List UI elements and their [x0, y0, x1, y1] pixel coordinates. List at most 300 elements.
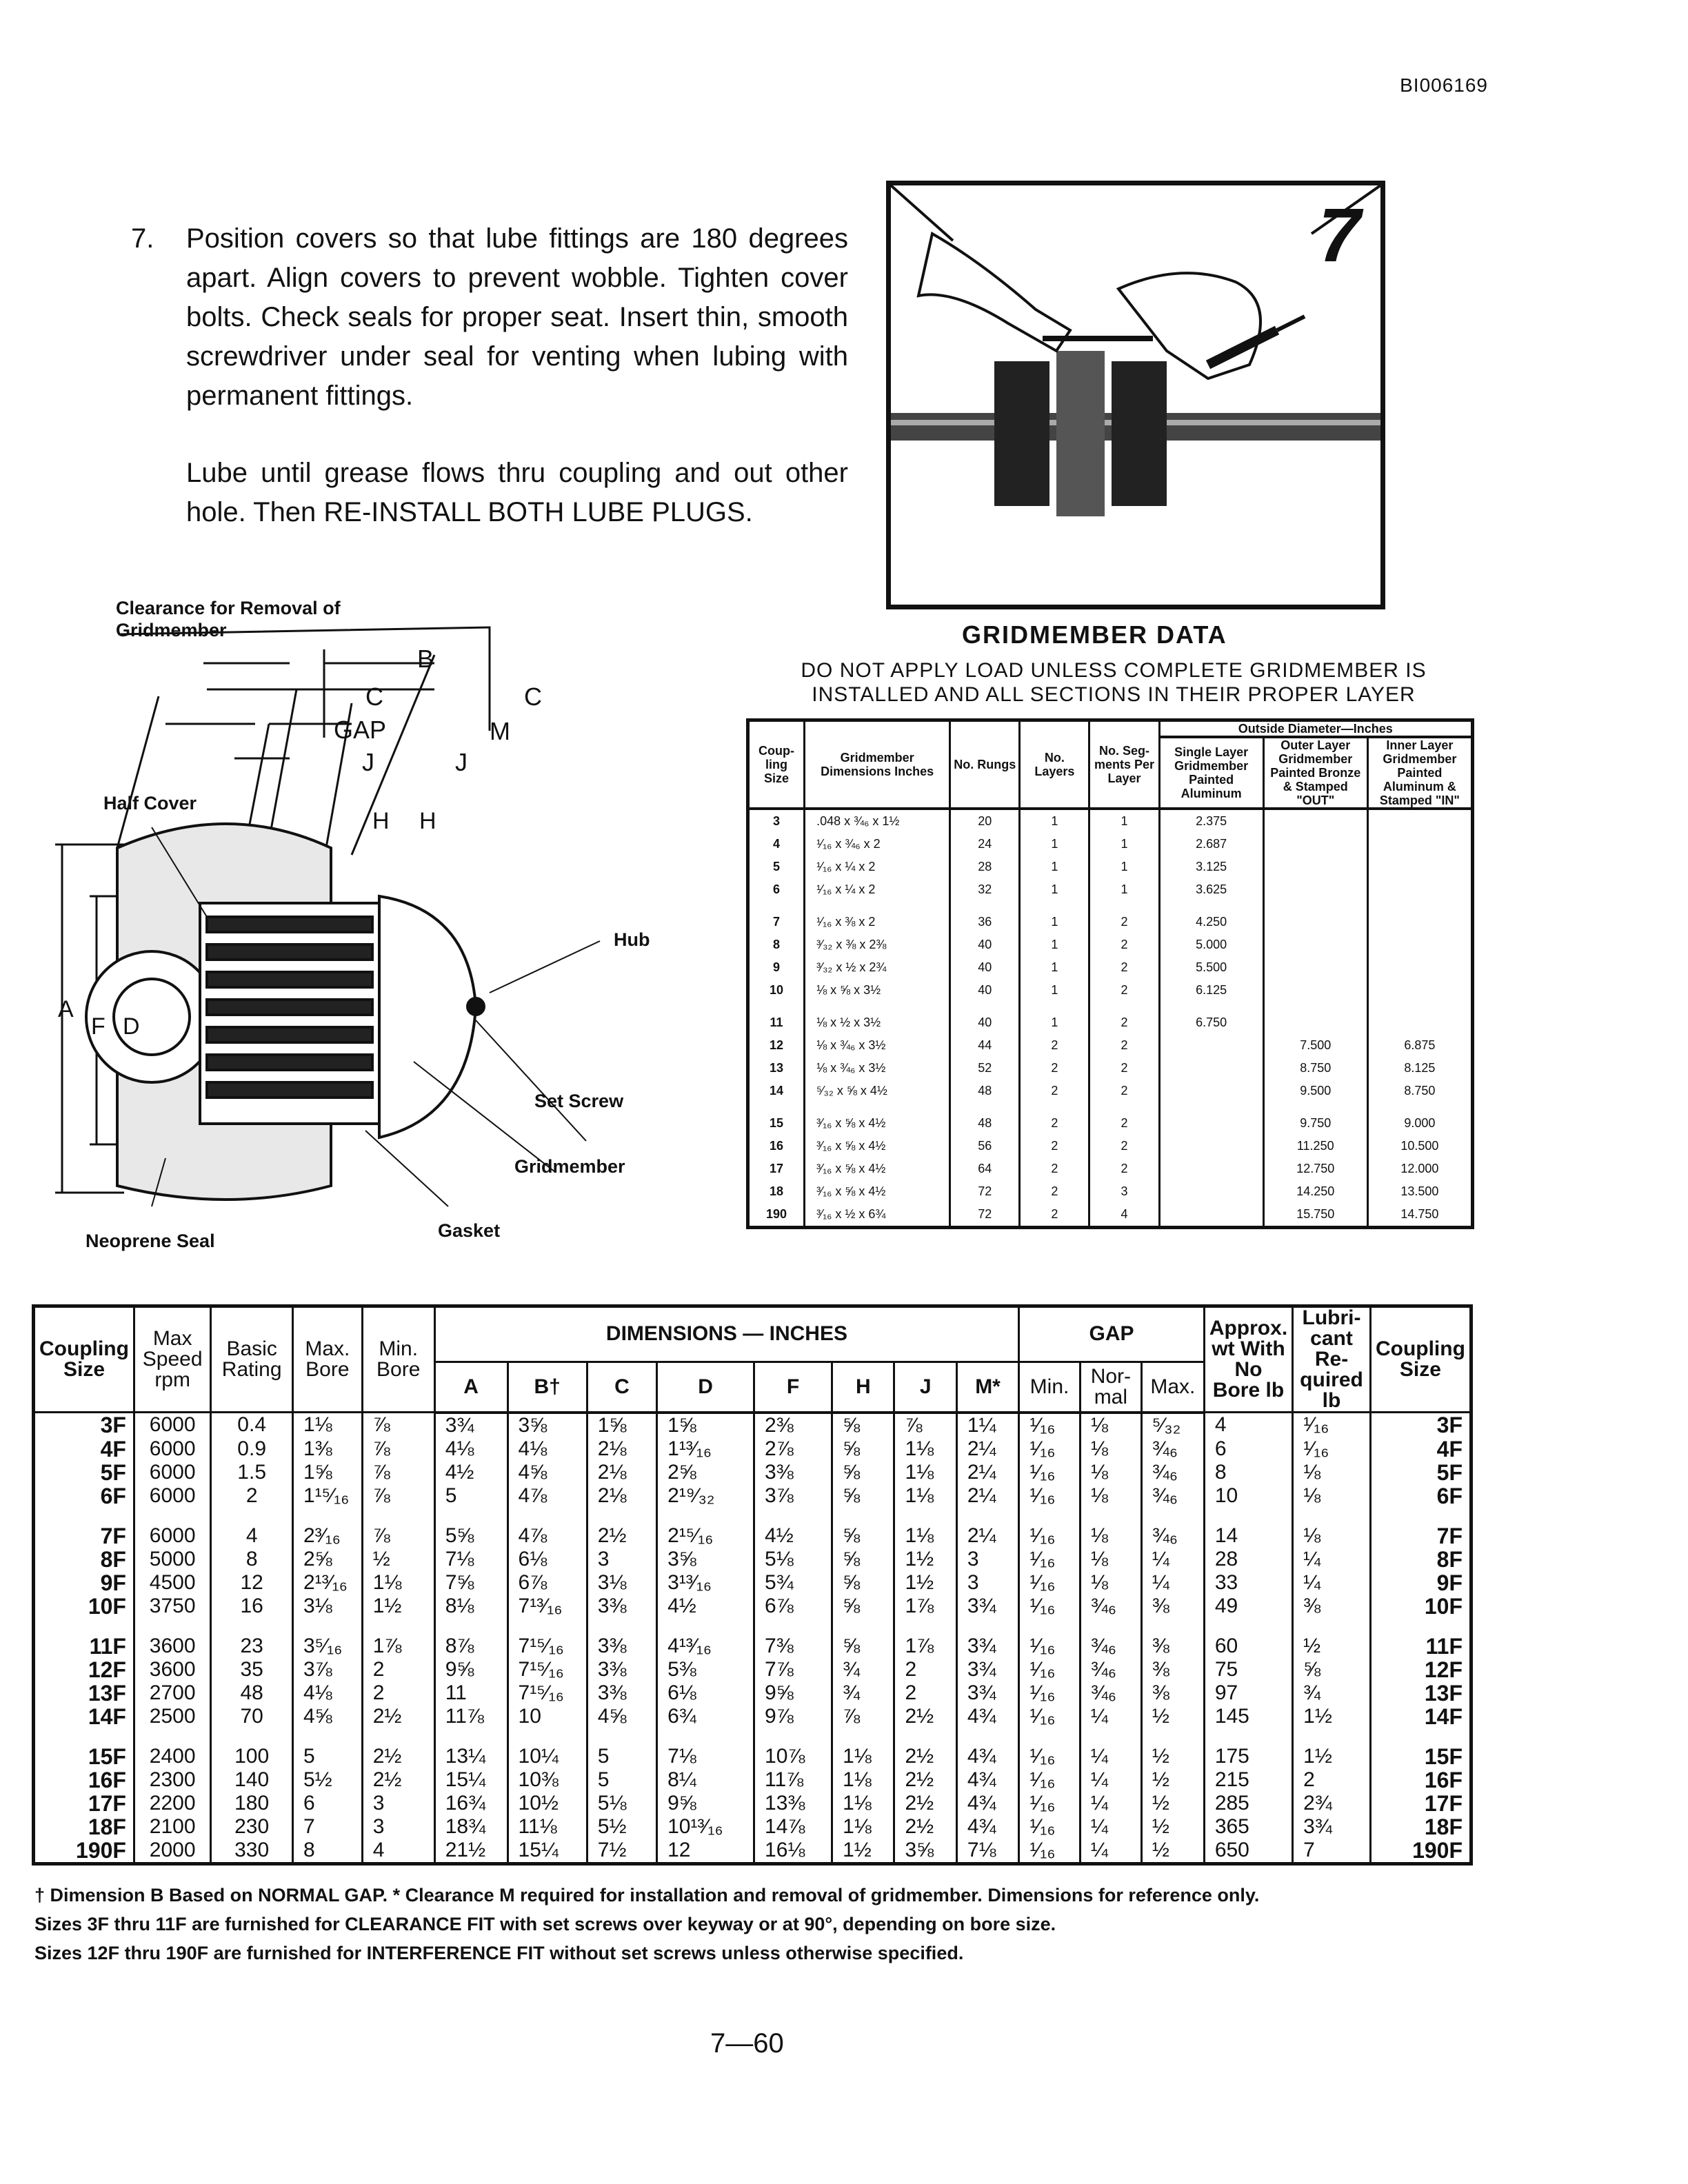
table-cell: 15.750	[1263, 1203, 1367, 1228]
col-basic-rating: Basic Rating	[211, 1306, 293, 1413]
dim-label-j-left: J	[362, 748, 374, 776]
table-row	[34, 1595, 1471, 1618]
table-cell: ⅞	[832, 1705, 894, 1728]
table-row	[34, 1815, 1471, 1839]
table-row	[748, 809, 1473, 833]
table-cell: 12	[657, 1839, 754, 1864]
table-cell: 6000	[134, 1484, 210, 1508]
table-cell: 3⅞	[754, 1484, 832, 1508]
table-row	[34, 1461, 1471, 1484]
table-row	[748, 1034, 1473, 1057]
table-cell: 60	[1204, 1618, 1292, 1658]
table-cell: 2200	[134, 1792, 210, 1815]
table-cell: ¹⁄₁₆	[1019, 1595, 1081, 1618]
table-cell: 4⅝	[587, 1705, 656, 1728]
table-cell: 4½	[657, 1595, 754, 1618]
table-cell: 2.375	[1159, 809, 1263, 833]
table-cell: 1⅛	[292, 1413, 362, 1437]
table-cell: 10	[508, 1705, 587, 1728]
table-cell: ¼	[1080, 1839, 1141, 1864]
table-cell: 7⅜	[754, 1618, 832, 1658]
col-lubricant: Lubri-cant Re-quired lb	[1293, 1306, 1371, 1413]
table-row	[748, 1080, 1473, 1102]
table-cell: 3	[362, 1792, 434, 1815]
table-cell: ³⁄₃₂ x ½ x 2¾	[805, 956, 950, 979]
table-cell: 5	[748, 856, 805, 878]
table-cell: ¼	[1141, 1548, 1204, 1571]
table-cell: 1½	[1293, 1728, 1371, 1768]
table-cell: 650	[1204, 1839, 1292, 1864]
table-cell: 2	[362, 1681, 434, 1705]
step-text: Position covers so that lube fittings are 180 degrees apart. Align covers to prevent wobble. Tighten cover bolts. Check seals for proper seat. Insert thin, smooth screwdriver under seal for venting when lubing with permanent fittings.	[186, 223, 848, 411]
table-cell: 64	[950, 1157, 1020, 1180]
table-cell: 3⅞	[292, 1658, 362, 1681]
table-cell: 4¾	[956, 1705, 1018, 1728]
table-cell: 1⅛	[894, 1508, 956, 1548]
table-cell: 2¾	[1293, 1792, 1371, 1815]
table-cell: 1	[1020, 901, 1089, 933]
table-row	[34, 1839, 1471, 1864]
table-cell: 13¼	[434, 1728, 508, 1768]
table-cell: ¾₆	[1141, 1437, 1204, 1461]
table-cell: 1⅝	[292, 1461, 362, 1484]
table-cell: 16	[211, 1595, 293, 1618]
table-cell: ⅛	[1080, 1484, 1141, 1508]
neoprene-seal-label: Neoprene Seal	[86, 1231, 215, 1251]
table-cell: 4500	[134, 1571, 210, 1595]
dim-label-j-right: J	[455, 748, 468, 776]
table-cell: ⅝	[832, 1571, 894, 1595]
table-cell: ¼	[1080, 1792, 1141, 1815]
col-m: M*	[956, 1362, 1018, 1413]
table-cell: 10F	[34, 1595, 134, 1618]
table-cell: ¹⁄₁₆	[1019, 1461, 1081, 1484]
table-cell: ¹⁄₁₆	[1019, 1618, 1081, 1658]
table-row	[748, 1057, 1473, 1080]
table-cell	[1367, 901, 1472, 933]
table-cell: 1¼	[956, 1413, 1018, 1437]
table-cell: 1½	[832, 1839, 894, 1864]
table-row	[34, 1792, 1471, 1815]
table-cell: 2½	[894, 1705, 956, 1728]
table-cell: 8⅞	[434, 1618, 508, 1658]
table-cell: ½	[1141, 1839, 1204, 1864]
table-cell: ¹⁄₁₆	[1019, 1571, 1081, 1595]
table-cell: 9⅝	[434, 1658, 508, 1681]
table-row	[748, 933, 1473, 956]
step-number: 7.	[131, 223, 154, 254]
table-cell: 3⅜	[587, 1595, 656, 1618]
table-cell: 6.750	[1159, 1002, 1263, 1034]
dim-label-c-right: C	[524, 682, 542, 711]
table-cell: ⅝	[832, 1508, 894, 1548]
table-cell: 2	[894, 1658, 956, 1681]
table-cell: 4¾	[956, 1815, 1018, 1839]
table-cell: 2½	[362, 1728, 434, 1768]
table-cell: 6.125	[1159, 979, 1263, 1002]
table-cell: 2¼	[956, 1461, 1018, 1484]
table-cell: 8.750	[1367, 1080, 1472, 1102]
table-cell: ¼	[1141, 1571, 1204, 1595]
table-cell: 13F	[34, 1681, 134, 1705]
table-cell: 1	[1020, 979, 1089, 1002]
table-cell: 4.250	[1159, 901, 1263, 933]
table-cell: 4⅝	[292, 1705, 362, 1728]
table-cell: ¹⁄₁₆	[1019, 1508, 1081, 1548]
table-cell: 56	[950, 1135, 1020, 1157]
table-cell: 0.9	[211, 1437, 293, 1461]
table-row	[748, 1135, 1473, 1157]
table-cell: 4⅛	[434, 1437, 508, 1461]
table-cell: 14.250	[1263, 1180, 1367, 1203]
footnote-clearance-fit: Sizes 3F thru 11F are furnished for CLEARANCE FIT with set screws over keyway or at 90°, depending on bore size.	[34, 1914, 1056, 1934]
table-cell: 11⅞	[434, 1705, 508, 1728]
table-cell: 10F	[1370, 1595, 1471, 1618]
table-cell: ¾	[832, 1658, 894, 1681]
table-cell: 48	[950, 1102, 1020, 1135]
col-gap-max: Max.	[1141, 1362, 1204, 1413]
table-cell: 1⅛	[832, 1768, 894, 1792]
table-cell	[1263, 878, 1367, 901]
table-cell: 4⅞	[508, 1484, 587, 1508]
table-cell: ¹⁄₁₆	[1293, 1437, 1371, 1461]
table-cell: 72	[950, 1203, 1020, 1228]
table-cell: 2⅛	[587, 1461, 656, 1484]
table-cell: 40	[950, 979, 1020, 1002]
table-cell: 6F	[34, 1484, 134, 1508]
table-cell: 5⅝	[434, 1508, 508, 1548]
table-cell: ¹⁄₁₆	[1019, 1728, 1081, 1768]
table-cell: 4½	[434, 1461, 508, 1484]
table-cell: 9.500	[1263, 1080, 1367, 1102]
table-cell	[1367, 933, 1472, 956]
table-cell: 14	[1204, 1508, 1292, 1548]
table-cell: 8.125	[1367, 1057, 1472, 1080]
table-cell: 2¹⁵⁄₁₆	[657, 1508, 754, 1548]
table-cell: ⁵⁄₃₂ x ⅝ x 4½	[805, 1080, 950, 1102]
table-cell: 145	[1204, 1705, 1292, 1728]
table-cell: 3	[362, 1815, 434, 1839]
table-cell: 11⅛	[508, 1815, 587, 1839]
table-cell	[1263, 979, 1367, 1002]
table-cell: 4½	[754, 1508, 832, 1548]
footnote-dimension-b: † Dimension B Based on NORMAL GAP. * Clearance M required for installation and removal of gridmember. Dimensions for reference only.	[34, 1885, 1260, 1905]
col-h: H	[832, 1362, 894, 1413]
table-cell: 100	[211, 1728, 293, 1768]
table-cell: 2	[1020, 1157, 1089, 1180]
dim-label-b: B	[417, 645, 434, 673]
footnote-interference-fit: Sizes 12F thru 190F are furnished for INTERFERENCE FIT without set screws unless otherwise specified.	[34, 1943, 964, 1963]
table-cell: 1	[1020, 856, 1089, 878]
table-row	[748, 1180, 1473, 1203]
table-cell	[1263, 1002, 1367, 1034]
table-cell: 48	[950, 1080, 1020, 1102]
table-cell: ⅞	[362, 1461, 434, 1484]
table-cell: 7¹⁵⁄₁₆	[508, 1618, 587, 1658]
photo-step-number: 7	[1318, 193, 1361, 278]
table-row	[34, 1728, 1471, 1768]
table-cell: ½	[362, 1548, 434, 1571]
dim-label-h-left: H	[372, 808, 390, 834]
table-cell: 8	[292, 1839, 362, 1864]
table-cell: 5.000	[1159, 933, 1263, 956]
table-cell: 13⅜	[754, 1792, 832, 1815]
table-cell: 3⁵⁄₁₆	[292, 1618, 362, 1658]
table-cell: 7¹³⁄₁₆	[508, 1595, 587, 1618]
table-cell: ½	[1141, 1792, 1204, 1815]
table-cell: ⅝	[832, 1437, 894, 1461]
document-id: BI006169	[1400, 74, 1488, 96]
table-cell: 140	[211, 1768, 293, 1792]
table-cell: 1⅛	[894, 1437, 956, 1461]
table-cell: 18¾	[434, 1815, 508, 1839]
table-cell: 3⅜	[587, 1618, 656, 1658]
gridmember-table-body	[748, 809, 1473, 1228]
table-cell: 5⅛	[754, 1548, 832, 1571]
table-row	[34, 1484, 1471, 1508]
table-cell: 12	[211, 1571, 293, 1595]
table-cell: 230	[211, 1815, 293, 1839]
col-max-speed: Max Speed rpm	[134, 1306, 210, 1413]
table-cell	[1263, 809, 1367, 833]
table-row	[748, 833, 1473, 856]
table-cell: 9F	[1370, 1571, 1471, 1595]
table-cell: 11F	[1370, 1618, 1471, 1658]
table-cell	[1159, 1135, 1263, 1157]
table-row	[34, 1413, 1471, 1437]
table-cell: 12F	[1370, 1658, 1471, 1681]
table-cell: 1¹³⁄₁₆	[657, 1437, 754, 1461]
table-cell: 2½	[362, 1768, 434, 1792]
table-row	[34, 1681, 1471, 1705]
table-cell: 36	[950, 901, 1020, 933]
table-cell: 1½	[1293, 1705, 1371, 1728]
table-cell: 7⅝	[434, 1571, 508, 1595]
table-cell: 10⅞	[754, 1728, 832, 1768]
table-cell: 1	[1020, 833, 1089, 856]
table-cell: ¼	[1293, 1571, 1371, 1595]
col-gap-normal: Nor-mal	[1080, 1362, 1141, 1413]
table-cell: 1	[1089, 833, 1159, 856]
table-cell	[1159, 1157, 1263, 1180]
dim-label-d: D	[123, 1013, 140, 1040]
table-cell: 2⅞	[754, 1437, 832, 1461]
table-cell: 3.625	[1159, 878, 1263, 901]
table-cell: 72	[950, 1180, 1020, 1203]
table-cell: 6000	[134, 1437, 210, 1461]
table-cell: 1	[1020, 809, 1089, 833]
table-cell: ⅛	[1080, 1508, 1141, 1548]
table-cell: 2½	[894, 1768, 956, 1792]
table-row	[34, 1705, 1471, 1728]
table-cell: 1½	[362, 1595, 434, 1618]
footnotes	[34, 1881, 1483, 1968]
table-cell: 7.500	[1263, 1034, 1367, 1057]
table-cell: ⅝	[832, 1484, 894, 1508]
table-cell: 3⅜	[587, 1681, 656, 1705]
table-cell: 10.500	[1367, 1135, 1472, 1157]
table-row	[748, 956, 1473, 979]
table-cell: ⅝	[1293, 1658, 1371, 1681]
table-cell	[1159, 1180, 1263, 1203]
table-cell: 44	[950, 1034, 1020, 1057]
table-cell: 2⅛	[587, 1437, 656, 1461]
table-cell: ½	[1141, 1815, 1204, 1839]
table-cell: 3⅜	[754, 1461, 832, 1484]
table-cell: 52	[950, 1057, 1020, 1080]
table-cell: 3	[748, 809, 805, 833]
table-cell: 70	[211, 1705, 293, 1728]
dim-label-a: A	[58, 996, 74, 1022]
table-cell: 8⅛	[434, 1595, 508, 1618]
table-cell: ³⁄₁₆ x ⅝ x 4½	[805, 1180, 950, 1203]
table-cell: 4⅛	[292, 1681, 362, 1705]
table-cell: 9⅞	[754, 1705, 832, 1728]
table-cell: 4	[748, 833, 805, 856]
table-cell: ⅝	[832, 1461, 894, 1484]
table-cell: 2	[1020, 1102, 1089, 1135]
table-cell: 1.5	[211, 1461, 293, 1484]
table-cell: 2¼	[956, 1508, 1018, 1548]
table-cell: 13F	[1370, 1681, 1471, 1705]
table-cell: 5.500	[1159, 956, 1263, 979]
table-cell: 3F	[1370, 1413, 1471, 1437]
table-cell: ¾₆	[1080, 1618, 1141, 1658]
table-cell: 215	[1204, 1768, 1292, 1792]
col-inner-layer: Inner Layer Gridmember Painted Aluminum & Stamped "IN"	[1367, 737, 1472, 809]
table-cell: 190	[748, 1203, 805, 1228]
table-cell: 3	[956, 1548, 1018, 1571]
table-cell: ¼	[1293, 1548, 1371, 1571]
table-cell: 5000	[134, 1548, 210, 1571]
table-cell	[1263, 833, 1367, 856]
table-cell: 5	[587, 1768, 656, 1792]
table-cell: 3750	[134, 1595, 210, 1618]
table-cell: 6F	[1370, 1484, 1471, 1508]
step-text-lube: Lube until grease flows thru coupling and out other hole. Then RE-INSTALL BOTH LUBE PLUGS.	[186, 458, 848, 527]
table-cell: ⅛	[1080, 1461, 1141, 1484]
table-row	[34, 1618, 1471, 1658]
table-cell: 2½	[894, 1815, 956, 1839]
dim-label-f: F	[91, 1013, 106, 1040]
table-cell: 2¹³⁄₁₆	[292, 1571, 362, 1595]
table-cell: ½	[1293, 1618, 1371, 1658]
table-cell	[1263, 901, 1367, 933]
table-cell: 4	[211, 1508, 293, 1548]
table-cell: 5	[434, 1484, 508, 1508]
col-single-layer: Single Layer Gridmember Painted Aluminum	[1159, 737, 1263, 809]
table-cell: 4⅝	[508, 1461, 587, 1484]
col-outer-layer: Outer Layer Gridmember Painted Bronze & Stamped "OUT"	[1263, 737, 1367, 809]
table-cell: ⅞	[362, 1508, 434, 1548]
table-cell: ⅛	[1293, 1461, 1371, 1484]
table-cell: 1⅞	[894, 1595, 956, 1618]
table-cell: 5½	[587, 1815, 656, 1839]
table-cell: 7	[292, 1815, 362, 1839]
table-cell: ¹⁄₁₆	[1019, 1839, 1081, 1864]
table-cell: ¹⁄₁₆	[1019, 1548, 1081, 1571]
table-cell: 9⅝	[657, 1792, 754, 1815]
table-cell: 3⅛	[292, 1595, 362, 1618]
table-cell: 2½	[587, 1508, 656, 1548]
table-cell: 12.000	[1367, 1157, 1472, 1180]
table-cell: 6	[292, 1792, 362, 1815]
table-cell: 2¼	[956, 1437, 1018, 1461]
table-cell: 8.750	[1263, 1057, 1367, 1080]
table-row	[748, 901, 1473, 933]
table-cell: 8	[211, 1548, 293, 1571]
col-gap-min: Min.	[1019, 1362, 1081, 1413]
table-cell: 4⅞	[508, 1508, 587, 1548]
table-cell: 3¾	[1293, 1815, 1371, 1839]
table-cell: ¹⁄₁₆	[1019, 1705, 1081, 1728]
table-cell: 175	[1204, 1728, 1292, 1768]
table-cell: 7F	[34, 1508, 134, 1548]
table-cell: 2	[1089, 1135, 1159, 1157]
table-cell: 1½	[894, 1548, 956, 1571]
table-cell: ⅜	[1141, 1681, 1204, 1705]
table-cell: 1	[1020, 878, 1089, 901]
table-cell: ⅞	[362, 1484, 434, 1508]
col-gap-group: GAP	[1019, 1306, 1205, 1362]
table-cell: 2	[1089, 1080, 1159, 1102]
table-cell	[1367, 809, 1472, 833]
table-cell: 7½	[587, 1839, 656, 1864]
table-cell: 2400	[134, 1728, 210, 1768]
table-cell: 1⅝	[587, 1413, 656, 1437]
table-cell: ⅜	[1141, 1618, 1204, 1658]
table-cell	[1263, 956, 1367, 979]
table-cell: 10¹³⁄₁₆	[657, 1815, 754, 1839]
col-coupling-size: Coup-ling Size	[748, 720, 805, 809]
table-cell: 2	[1089, 1102, 1159, 1135]
dimensions-table-body	[34, 1413, 1471, 1864]
table-cell: ⅛ x ⅝ x 3½	[805, 979, 950, 1002]
gasket-label: Gasket	[438, 1220, 501, 1241]
table-cell: 1½	[894, 1571, 956, 1595]
table-cell: 15¼	[508, 1839, 587, 1864]
col-approx-weight: Approx. wt With No Bore lb	[1204, 1306, 1292, 1413]
table-cell: 5F	[1370, 1461, 1471, 1484]
table-cell: 7¹⁵⁄₁₆	[508, 1681, 587, 1705]
table-cell: 13	[748, 1057, 805, 1080]
table-cell: 7F	[1370, 1508, 1471, 1548]
table-cell: 40	[950, 1002, 1020, 1034]
table-cell: 97	[1204, 1681, 1292, 1705]
table-cell: 7⅛	[956, 1839, 1018, 1864]
table-cell: 15F	[1370, 1728, 1471, 1768]
table-cell: 10	[748, 979, 805, 1002]
table-cell: ³⁄₁₆ x ⅝ x 4½	[805, 1102, 950, 1135]
table-cell: 17F	[1370, 1792, 1471, 1815]
table-cell: 2500	[134, 1705, 210, 1728]
table-cell: 4¾	[956, 1792, 1018, 1815]
table-cell: 8¼	[657, 1768, 754, 1792]
table-cell	[1367, 833, 1472, 856]
table-row	[34, 1571, 1471, 1595]
table-cell: 2	[1089, 979, 1159, 1002]
table-cell: ⅝	[832, 1413, 894, 1437]
table-cell: 2100	[134, 1815, 210, 1839]
table-cell: 1	[1089, 878, 1159, 901]
col-b: B†	[508, 1362, 587, 1413]
table-cell: 14	[748, 1080, 805, 1102]
table-cell: 28	[950, 856, 1020, 878]
table-cell: 6¾	[657, 1705, 754, 1728]
table-cell: ⅛	[1080, 1437, 1141, 1461]
table-cell: 4⅛	[508, 1437, 587, 1461]
table-cell: ³⁄₁₆ x ⅝ x 4½	[805, 1157, 950, 1180]
